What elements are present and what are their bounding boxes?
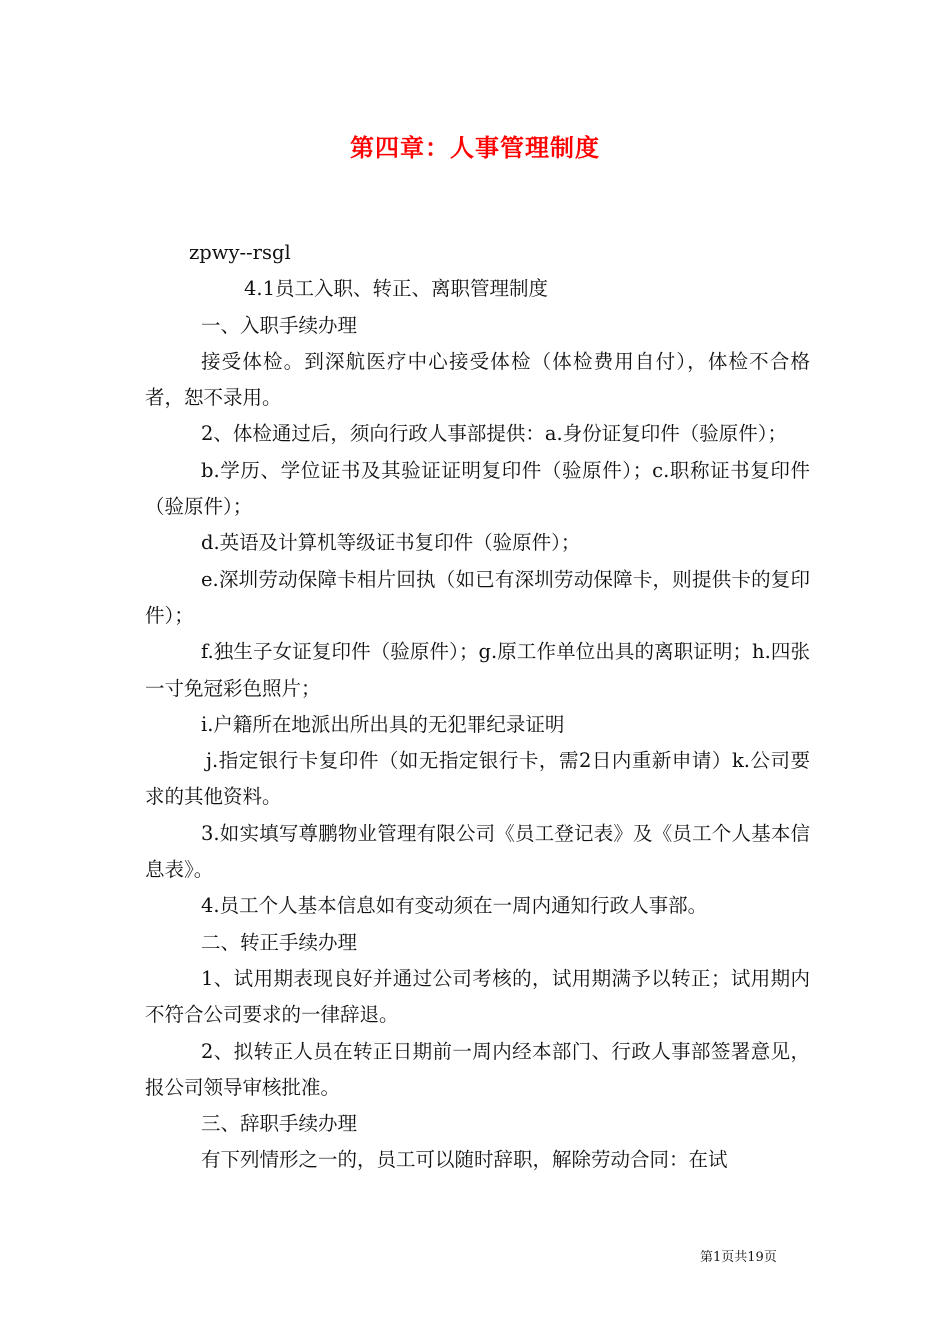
paragraph: 3.如实填写尊鹏物业管理有限公司《员工登记表》及《员工个人基本信息表》。 — [145, 821, 810, 882]
subsection-heading: 一、入职手续办理 — [201, 313, 358, 337]
paragraph: e.深圳劳动保障卡相片回执（如已有深圳劳动保障卡，则提供卡的复印件）； — [145, 567, 810, 627]
paragraph: i.户籍所在地派出所出具的无犯罪纪录证明 — [201, 712, 565, 736]
page-footer: 第1页共19页 — [700, 1250, 777, 1265]
paragraph: 2、拟转正人员在转正日期前一周内经本部门、行政人事部签署意见，报公司领导审核批准。 — [145, 1039, 810, 1099]
paragraph: 2、体检通过后，须向行政人事部提供：a.身份证复印件（验原件）； — [201, 422, 787, 446]
paragraph: d.英语及计算机等级证书复印件（验原件）； — [201, 531, 581, 555]
subsection-heading: 三、辞职手续办理 — [201, 1112, 358, 1136]
paragraph: f.独生子女证复印件（验原件）；g.原工作单位出具的离职证明；h.四张一寸免冠彩色照片； — [145, 640, 810, 700]
paragraph: 4.员工个人基本信息如有变动须在一周内通知行政人事部。 — [201, 894, 708, 918]
subsection-heading: 二、转正手续办理 — [201, 930, 358, 954]
paragraph: 1、试用期表现良好并通过公司考核的，试用期满予以转正；试用期内不符合公司要求的一律辞退。 — [145, 966, 810, 1027]
paragraph: b.学历、学位证书及其验证证明复印件（验原件）；c.职称证书复印件（验原件）； — [145, 458, 810, 519]
paragraph: j.指定银行卡复印件（如无指定银行卡，需2日内重新申请）k.公司要求的其他资料。 — [145, 749, 810, 809]
doc-code: zpwy--rsgl — [189, 241, 291, 264]
paragraph: 有下列情形之一的，员工可以随时辞职，解除劳动合同：在试 — [201, 1148, 728, 1172]
section-heading: 4.1员工入职、转正、离职管理制度 — [244, 277, 549, 301]
page-title: 第四章：人事管理制度 — [350, 134, 600, 162]
paragraph: 接受体检。到深航医疗中心接受体检（体检费用自付），体检不合格者，恕不录用。 — [145, 349, 810, 410]
document-body — [145, 235, 810, 1179]
